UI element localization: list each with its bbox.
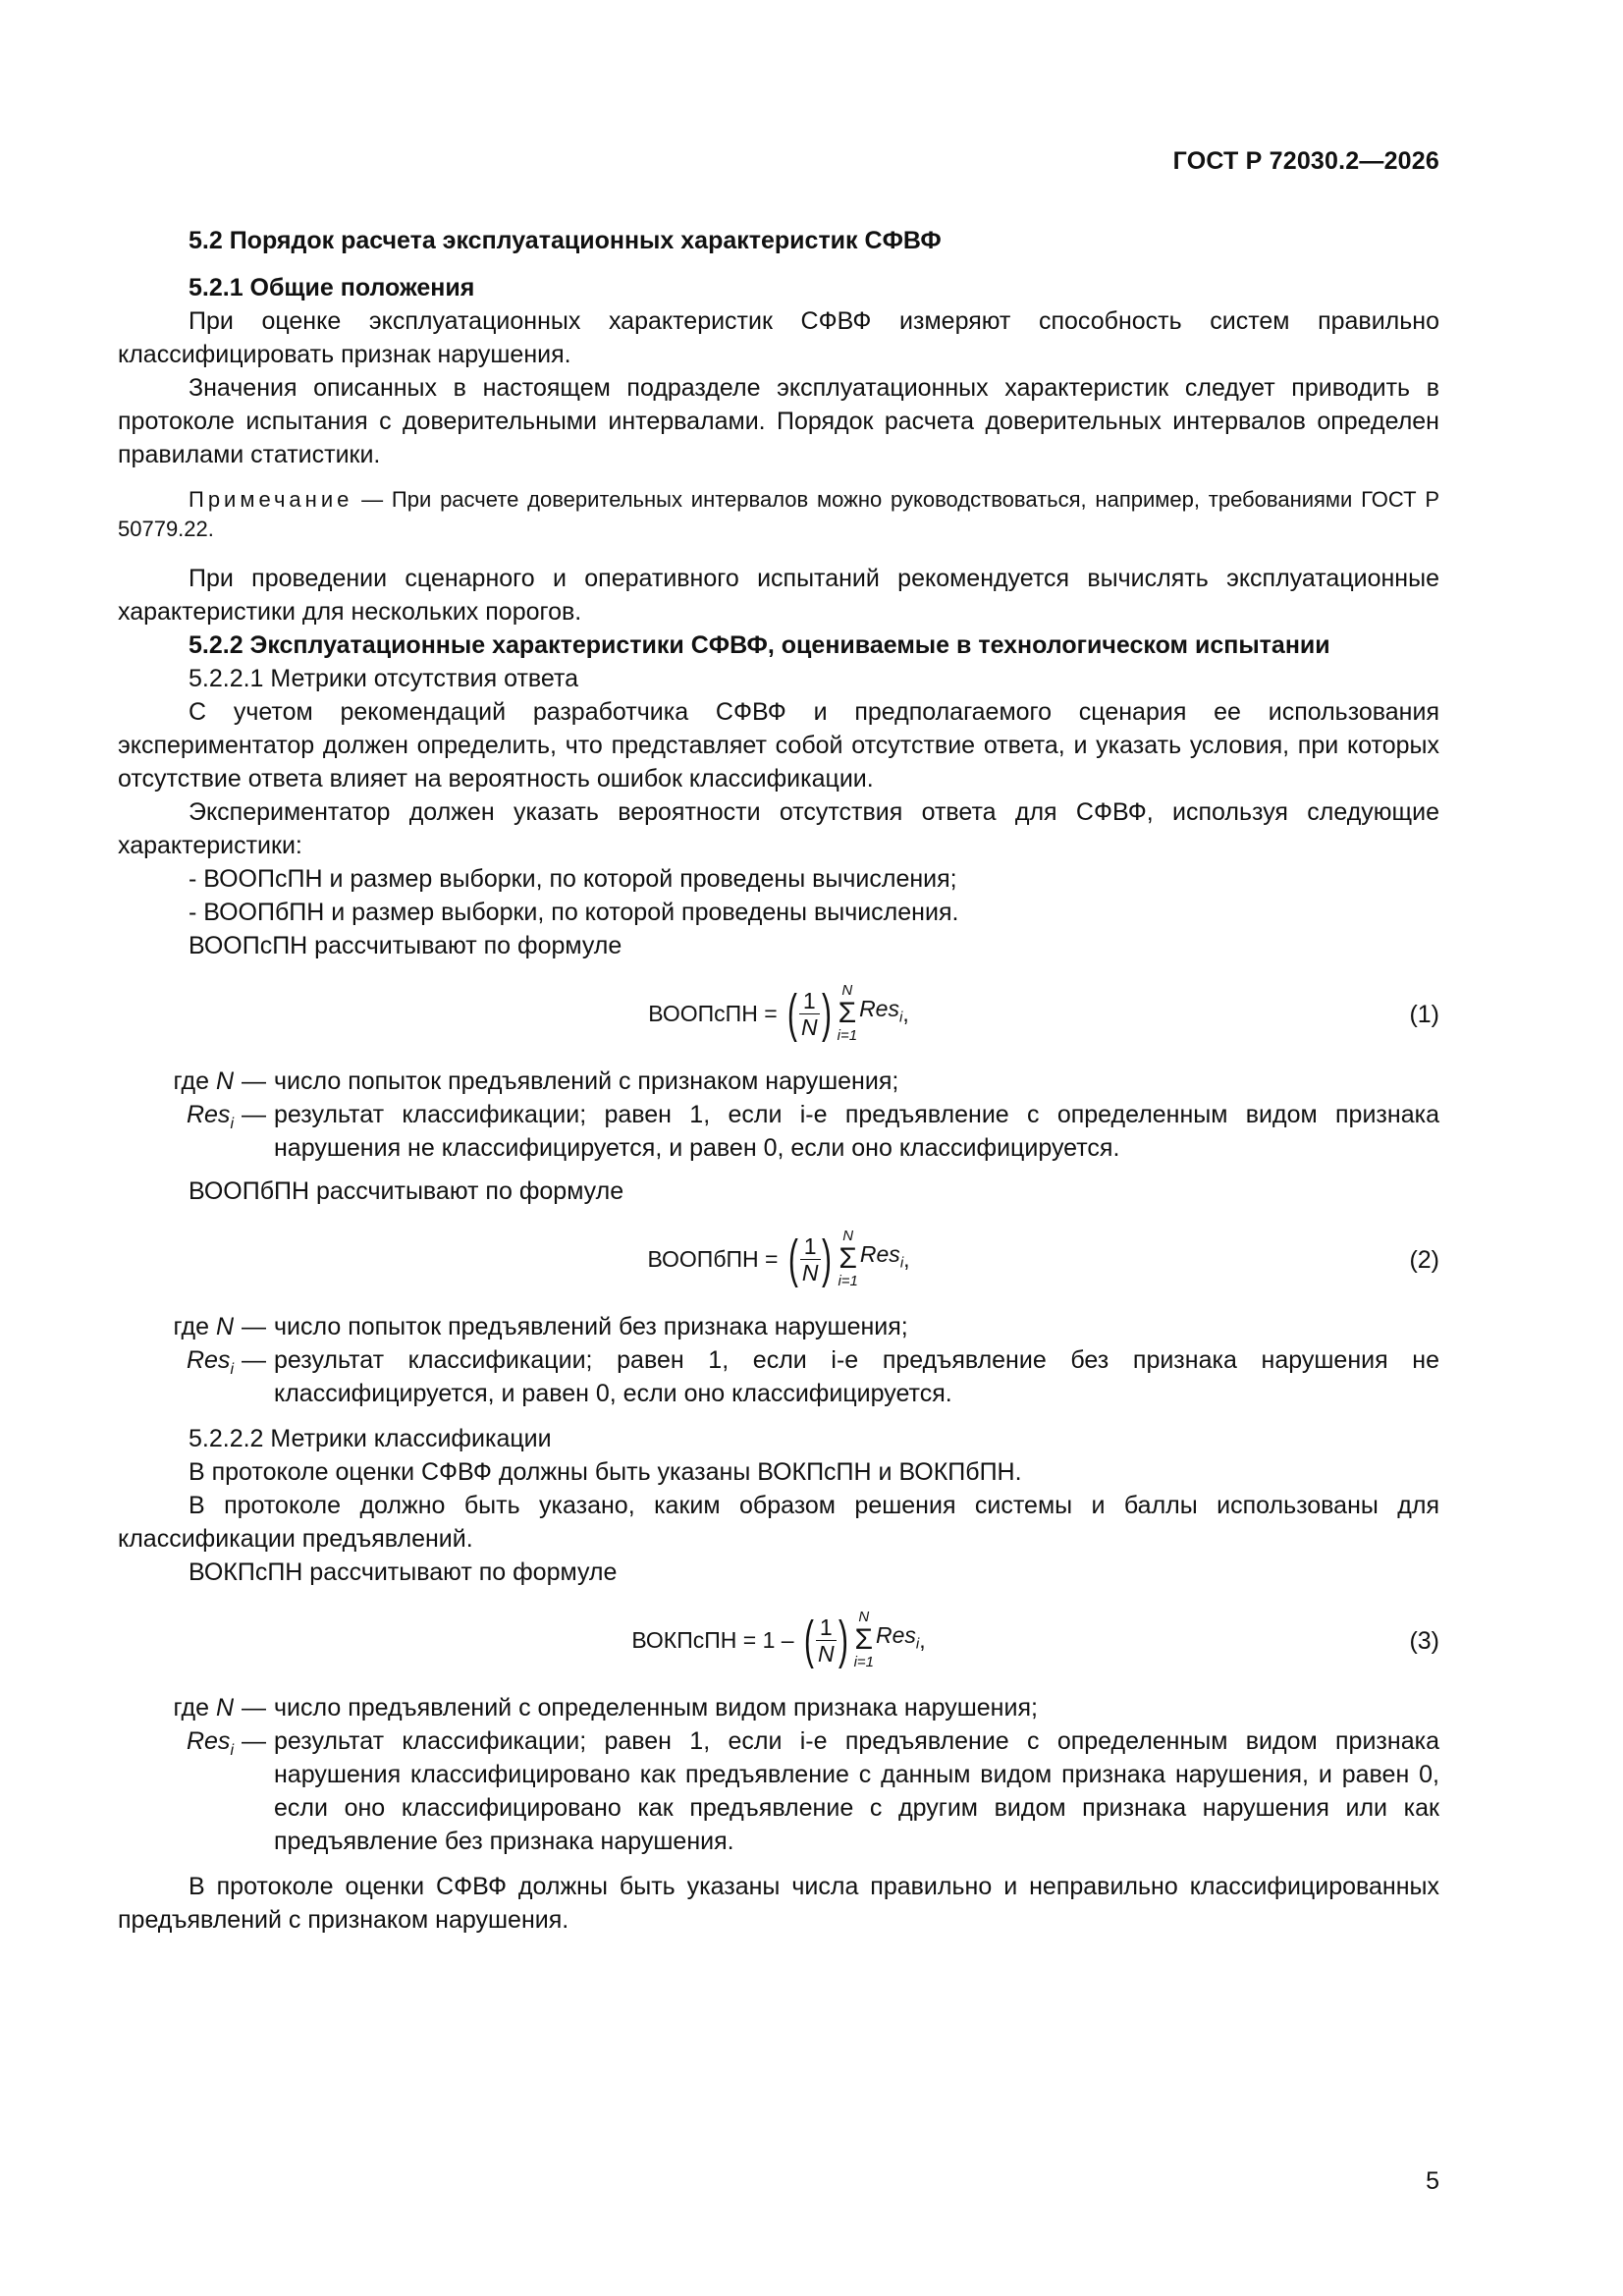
subsection-heading-5-2-2-2: 5.2.2.2 Метрики классификации [189,1425,552,1452]
page-number: 5 [1426,2167,1439,2195]
fraction: $\frac{1}{N}$ [797,988,822,1040]
note-label: Примечание [189,487,353,512]
paragraph: В протоколе должно быть указано, каким образом решения системы и баллы использованы для классификации предъявлений. [118,1492,1439,1553]
formula-2-legend [118,1310,1439,1410]
paragraph: ВОКПсПН рассчитывают по формуле [189,1558,618,1586]
sum-symbol: N Σ i=1 [853,1609,874,1670]
document-body [118,224,1439,1937]
section-heading-5-2-1: 5.2.1 Общие положения [189,274,475,301]
formula-3: ВОКПсПН = 1 – ( $\frac{1}{N}$ ) N Σ i=1 Res$_i$ , (3) [631,1609,1439,1670]
legend-row: где N — число предъявлений с определенным видом признака нарушения; [173,1694,1038,1722]
paragraph: Значения описанных в настоящем подразделе эксплуатационных характеристик следует приводить в протоколе испытания с доверительными интервалами. Порядок расчета доверительных интервалов определен правилами статистики. [118,374,1439,468]
subsection-heading-5-2-2-1: 5.2.2.1 Метрики отсутствия ответа [189,665,579,692]
formula-number: (3) [1409,1627,1439,1655]
paragraph: ВООПбПН рассчитывают по формуле [189,1177,624,1205]
legend-row: Res$_i$ — результат классификации; равен 1, если i-е предъявление без признака нарушения не классифицируется, и равен 0, если оно классифицируется. [186,1346,1439,1407]
fraction: $\frac{1}{N}$ [798,1233,823,1285]
paragraph: ВООПсПН рассчитывают по формуле [189,932,622,959]
formula-3-legend [118,1691,1439,1858]
legend-row: где N — число попыток предъявлений без признака нарушения; [173,1313,908,1340]
formula-number: (2) [1409,1246,1439,1274]
section-heading-5-2-2: 5.2.2 Эксплуатационные характеристики СФВФ, оцениваемые в технологическом испытании [189,631,1330,659]
legend-row: где N — число попыток предъявлений с признаком нарушения; [173,1067,899,1095]
formula-lhs: ВООПсПН = [648,1001,778,1026]
note-text: — При расчете доверительных интервалов можно руководствоваться, например, требованиями ГОСТ Р 50779.22. [118,487,1439,541]
formula-number: (1) [1409,1001,1439,1028]
legend-row: Res$_i$ — результат классификации; равен 1, если i-е предъявление с определенным видом признака нарушения классифицировано как предъявление с данным видом признака нарушения, и равен 0, если оно классифицировано как предъявление с другим видом признака нарушения или как предъявление без признака нарушения. [186,1727,1439,1855]
document-code: ГОСТ Р 72030.2—2026 [1172,147,1439,175]
paragraph: Экспериментатор должен указать вероятности отсутствия ответа для СФВФ, используя следующие характеристики: [118,798,1439,859]
formula-1: ВООПсПН = ( $\frac{1}{N}$ ) N Σ i=1 Res$_i$ , (1) [648,982,1439,1044]
fraction: $\frac{1}{N}$ [814,1614,839,1667]
list-item: - ВООПсПН и размер выборки, по которой проведены вычисления; [189,865,957,893]
paragraph: В протоколе оценки СФВФ должны быть указаны числа правильно и неправильно классифицированных предъявлений с признаком нарушения. [118,1873,1439,1934]
paragraph: С учетом рекомендаций разработчика СФВФ и предполагаемого сценария ее использования экспериментатор должен определить, что представляет собой отсутствие ответа, и указать условия, при которых отсутствие ответа влияет на вероятность ошибок классификации. [118,698,1439,793]
formula-2: ВООПбПН = ( $\frac{1}{N}$ ) N Σ i=1 Res$_i$ , (2) [647,1228,1439,1289]
legend-row: Res$_i$ — результат классификации; равен 1, если i-е предъявление с определенным видом признака нарушения не классифицируется, и равен 0, если оно классифицируется. [186,1101,1439,1162]
list-item: - ВООПбПН и размер выборки, по которой проведены вычисления. [189,899,959,926]
formula-1-legend [118,1065,1439,1165]
formula-lhs: ВОКПсПН = 1 – [631,1627,794,1653]
sum-symbol: N Σ i=1 [837,982,858,1044]
formula-lhs: ВООПбПН = [647,1246,779,1272]
section-heading-5-2: 5.2 Порядок расчета эксплуатационных характеристик СФВФ [189,227,942,254]
sum-symbol: N Σ i=1 [838,1228,858,1289]
paragraph: При проведении сценарного и оперативного испытаний рекомендуется вычислять эксплуатационные характеристики для нескольких порогов. [118,565,1439,626]
paragraph: В протоколе оценки СФВФ должны быть указаны ВОКПсПН и ВОКПбПН. [189,1458,1022,1486]
paragraph: При оценке эксплуатационных характеристик СФВФ измеряют способность систем правильно классифицировать признак нарушения. [118,307,1439,368]
note [118,485,1439,544]
